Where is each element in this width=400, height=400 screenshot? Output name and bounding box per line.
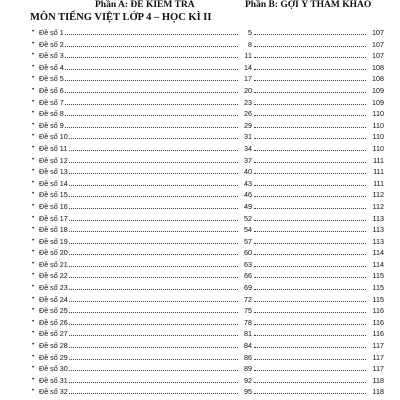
dot-leader <box>62 80 252 81</box>
toc-row-page-a: 57 <box>238 236 252 248</box>
bullet-icon: • <box>32 376 35 383</box>
toc-row <box>32 247 384 259</box>
toc-row-page-a: 46 <box>238 189 252 201</box>
toc-row-label: Đề số 8 <box>39 109 64 119</box>
toc-row-page-b: 118 <box>366 375 384 387</box>
toc-row <box>32 120 384 132</box>
toc-row <box>32 62 384 74</box>
toc-row-page-a: 63 <box>238 259 252 271</box>
toc-row-label: Đề số 17 <box>39 213 68 223</box>
dot-leader <box>254 231 366 232</box>
toc-row-label: Đề số 28 <box>39 341 68 351</box>
toc-row-page-b: 110 <box>366 120 384 132</box>
bullet-icon: • <box>32 295 35 302</box>
dot-leader <box>62 34 252 35</box>
dot-leader <box>62 324 252 325</box>
toc-row-page-a: 92 <box>238 375 252 387</box>
dot-leader <box>62 69 252 70</box>
bullet-icon: • <box>32 121 35 128</box>
toc-row-page-a: 20 <box>238 85 252 97</box>
toc-row-page-b: 118 <box>366 386 384 398</box>
subject-title: MÔN TIẾNG VIỆT LỚP 4 – HỌC KÌ II <box>30 12 212 23</box>
toc-row-page-b: 112 <box>366 201 384 213</box>
dot-leader <box>254 382 366 383</box>
bullet-icon: • <box>32 133 35 140</box>
dot-leader <box>254 220 366 221</box>
dot-leader <box>62 382 252 383</box>
bullet-icon: • <box>32 237 35 244</box>
dot-leader <box>254 243 366 244</box>
toc-row-page-a: 23 <box>238 97 252 109</box>
toc-row-label: Đề số 20 <box>39 248 68 258</box>
toc-row-label: Đề số 30 <box>39 364 68 374</box>
toc-row-page-b: 111 <box>366 155 384 167</box>
bullet-icon: • <box>32 110 35 117</box>
toc-row-page-a: 40 <box>238 166 252 178</box>
toc-row-label: Đề số 21 <box>39 259 68 269</box>
toc-row <box>32 259 384 271</box>
toc-row-page-b: 113 <box>366 213 384 225</box>
toc-row-page-a: 31 <box>238 131 252 143</box>
dot-leader <box>254 115 366 116</box>
dot-leader <box>62 312 252 313</box>
dot-leader <box>62 243 252 244</box>
dot-leader <box>62 46 252 47</box>
toc-row-page-b: 111 <box>366 166 384 178</box>
bullet-icon: • <box>32 40 35 47</box>
toc-row <box>32 85 384 97</box>
dot-leader <box>62 92 252 93</box>
toc-row-page-a: 81 <box>238 328 252 340</box>
dot-leader <box>254 359 366 360</box>
dot-leader <box>62 104 252 105</box>
toc-row-label: Đề số 19 <box>39 236 68 246</box>
toc-row <box>32 213 384 225</box>
toc-row-page-b: 114 <box>366 259 384 271</box>
toc-row-page-b: 107 <box>366 39 384 51</box>
dot-leader <box>254 104 366 105</box>
bullet-icon: • <box>32 272 35 279</box>
toc-row-page-a: 14 <box>238 62 252 74</box>
toc-row <box>32 189 384 201</box>
toc-row <box>32 305 384 317</box>
toc-row <box>32 224 384 236</box>
toc-row <box>32 317 384 329</box>
dot-leader <box>254 335 366 336</box>
toc-row <box>32 131 384 143</box>
toc-row-page-a: 72 <box>238 294 252 306</box>
dot-leader <box>62 185 252 186</box>
dot-leader <box>254 347 366 348</box>
toc-row <box>32 270 384 282</box>
dot-leader <box>254 324 366 325</box>
toc-row-page-b: 116 <box>366 305 384 317</box>
toc-row-label: Đề số 2 <box>39 39 64 49</box>
toc-row <box>32 282 384 294</box>
toc-row-page-a: 49 <box>238 201 252 213</box>
dot-leader <box>62 208 252 209</box>
toc-row-page-b: 110 <box>366 108 384 120</box>
toc-row-page-a: 26 <box>238 108 252 120</box>
toc-row-page-b: 110 <box>366 143 384 155</box>
bullet-icon: • <box>32 202 35 209</box>
dot-leader <box>62 57 252 58</box>
toc-row-page-b: 115 <box>366 294 384 306</box>
toc-row <box>32 375 384 387</box>
dot-leader <box>254 208 366 209</box>
toc-row-page-a: 8 <box>238 39 252 51</box>
dot-leader <box>62 150 252 151</box>
toc-row-page-b: 117 <box>366 352 384 364</box>
toc-row-label: Đề số 14 <box>39 178 68 188</box>
toc-row <box>32 143 384 155</box>
toc-row-label: Đề số 5 <box>39 74 64 84</box>
toc-row-page-b: 117 <box>366 363 384 375</box>
dot-leader <box>254 254 366 255</box>
bullet-icon: • <box>32 191 35 198</box>
bullet-icon: • <box>32 29 35 35</box>
dot-leader <box>62 196 252 197</box>
bullet-icon: • <box>32 86 35 93</box>
dot-leader <box>254 69 366 70</box>
bullet-icon: • <box>32 284 35 291</box>
dot-leader <box>62 220 252 221</box>
bullet-icon: • <box>32 63 35 70</box>
dot-leader <box>254 312 366 313</box>
toc-row <box>32 108 384 120</box>
dot-leader <box>62 162 252 163</box>
toc-row <box>32 328 384 340</box>
toc-row <box>32 340 384 352</box>
toc-row-label: Đề số 13 <box>39 167 68 177</box>
bullet-icon: • <box>32 52 35 59</box>
dot-leader <box>254 393 366 394</box>
toc-row <box>32 386 384 398</box>
toc-row-page-a: 89 <box>238 363 252 375</box>
dot-leader <box>62 127 252 128</box>
toc-row-page-b: 115 <box>366 282 384 294</box>
toc-row-page-b: 113 <box>366 224 384 236</box>
dot-leader <box>62 138 252 139</box>
dot-leader <box>62 266 252 267</box>
dot-leader <box>62 277 252 278</box>
dot-leader <box>62 231 252 232</box>
bullet-icon: • <box>32 342 35 349</box>
toc-row <box>32 352 384 364</box>
bullet-icon: • <box>32 388 35 395</box>
dot-leader <box>254 277 366 278</box>
toc-row-label: Đề số 23 <box>39 283 68 293</box>
dot-leader <box>254 138 366 139</box>
bullet-icon: • <box>32 353 35 360</box>
toc-row-page-a: 95 <box>238 386 252 398</box>
toc-row <box>32 166 384 178</box>
bullet-icon: • <box>32 260 35 267</box>
toc-row-page-b: 116 <box>366 328 384 340</box>
dot-leader <box>254 34 366 35</box>
toc-row-page-a: 52 <box>238 213 252 225</box>
toc-row-page-a: 17 <box>238 73 252 85</box>
toc-row-label: Đề số 3 <box>39 51 64 61</box>
toc-row-label: Đề số 9 <box>39 120 64 130</box>
toc-row-label: Đề số 24 <box>39 294 68 304</box>
toc-row <box>32 50 384 62</box>
toc-row <box>32 39 384 51</box>
dot-leader <box>254 289 366 290</box>
toc-row-label: Đề số 6 <box>39 85 64 95</box>
toc-row-page-a: 84 <box>238 340 252 352</box>
toc-row-page-a: 43 <box>238 178 252 190</box>
toc-row <box>32 73 384 85</box>
dot-leader <box>254 173 366 174</box>
toc-row-page-a: 78 <box>238 317 252 329</box>
toc-row-label: Đề số 11 <box>39 143 68 153</box>
toc-row-page-b: 108 <box>366 73 384 85</box>
toc-row-label: Đề số 10 <box>39 132 68 142</box>
dot-leader <box>254 185 366 186</box>
toc-row <box>32 97 384 109</box>
toc-row-page-a: 69 <box>238 282 252 294</box>
bullet-icon: • <box>32 365 35 372</box>
toc-row-page-a: 37 <box>238 155 252 167</box>
toc-row-label: Đề số 15 <box>39 190 68 200</box>
toc-row-page-b: 109 <box>366 97 384 109</box>
toc-row-page-b: 110 <box>366 131 384 143</box>
toc-row-label: Đề số 4 <box>39 62 64 72</box>
bullet-icon: • <box>32 226 35 233</box>
toc-row <box>32 155 384 167</box>
toc-row-label: Đề số 32 <box>39 387 68 397</box>
toc-row-page-a: 29 <box>238 120 252 132</box>
toc-row-page-a: 34 <box>238 143 252 155</box>
dot-leader <box>62 335 252 336</box>
dot-leader <box>254 150 366 151</box>
table-of-contents <box>32 27 384 398</box>
toc-row-label: Đề số 25 <box>39 306 68 316</box>
toc-row-page-a: 11 <box>238 50 252 62</box>
dot-leader <box>254 80 366 81</box>
toc-row-label: Đề số 1 <box>39 28 64 37</box>
dot-leader <box>254 57 366 58</box>
toc-row-page-b: 107 <box>366 50 384 62</box>
bullet-icon: • <box>32 330 35 337</box>
dot-leader <box>62 359 252 360</box>
toc-row-page-b: 113 <box>366 236 384 248</box>
toc-row-label: Đề số 26 <box>39 317 68 327</box>
toc-row-page-b: 114 <box>366 247 384 259</box>
dot-leader <box>254 127 366 128</box>
toc-row-page-b: 109 <box>366 85 384 97</box>
toc-row <box>32 27 384 39</box>
toc-row-label: Đề số 29 <box>39 352 68 362</box>
toc-row <box>32 236 384 248</box>
dot-leader <box>62 173 252 174</box>
dot-leader <box>62 301 252 302</box>
bullet-icon: • <box>32 318 35 325</box>
dot-leader <box>254 266 366 267</box>
bullet-icon: • <box>32 214 35 221</box>
toc-row-page-b: 108 <box>366 62 384 74</box>
toc-row <box>32 363 384 375</box>
toc-row-page-a: 54 <box>238 224 252 236</box>
toc-row <box>32 178 384 190</box>
toc-row-page-a: 60 <box>238 247 252 259</box>
dot-leader <box>254 46 366 47</box>
toc-row <box>32 201 384 213</box>
toc-row-label: Đề số 27 <box>39 329 68 339</box>
toc-row <box>32 294 384 306</box>
dot-leader <box>254 370 366 371</box>
bullet-icon: • <box>32 75 35 82</box>
part-b-heading: Phần B: GỢI Ý THAM KHẢO <box>245 0 372 10</box>
toc-row-page-b: 117 <box>366 340 384 352</box>
toc-row-label: Đề số 31 <box>39 375 68 385</box>
bullet-icon: • <box>32 307 35 314</box>
bullet-icon: • <box>32 98 35 105</box>
toc-row-page-a: 75 <box>238 305 252 317</box>
toc-row-page-a: 66 <box>238 270 252 282</box>
toc-row-page-a: 86 <box>238 352 252 364</box>
toc-row-page-b: 107 <box>366 27 384 39</box>
dot-leader <box>62 289 252 290</box>
toc-row-label: Đề số 12 <box>39 155 68 165</box>
toc-row-label: Đề số 22 <box>39 271 68 281</box>
toc-row-page-b: 112 <box>366 189 384 201</box>
bullet-icon: • <box>32 168 35 175</box>
dot-leader <box>62 115 252 116</box>
dot-leader <box>254 196 366 197</box>
part-a-heading: Phần A: ĐỀ KIỂM TRA <box>95 0 195 10</box>
toc-row-page-a: 5 <box>238 27 252 39</box>
dot-leader <box>62 254 252 255</box>
bullet-icon: • <box>32 144 35 151</box>
dot-leader <box>254 92 366 93</box>
dot-leader <box>62 347 252 348</box>
toc-row-page-b: 111 <box>366 178 384 190</box>
bullet-icon: • <box>32 249 35 256</box>
bullet-icon: • <box>32 179 35 186</box>
bullet-icon: • <box>32 156 35 163</box>
toc-row-label: Đề số 18 <box>39 225 68 235</box>
toc-row-label: Đề số 7 <box>39 97 64 107</box>
dot-leader <box>254 162 366 163</box>
dot-leader <box>62 370 252 371</box>
toc-row-page-b: 116 <box>366 317 384 329</box>
dot-leader <box>62 393 252 394</box>
toc-row-label: Đề số 16 <box>39 201 68 211</box>
toc-row-page-b: 115 <box>366 270 384 282</box>
dot-leader <box>254 301 366 302</box>
